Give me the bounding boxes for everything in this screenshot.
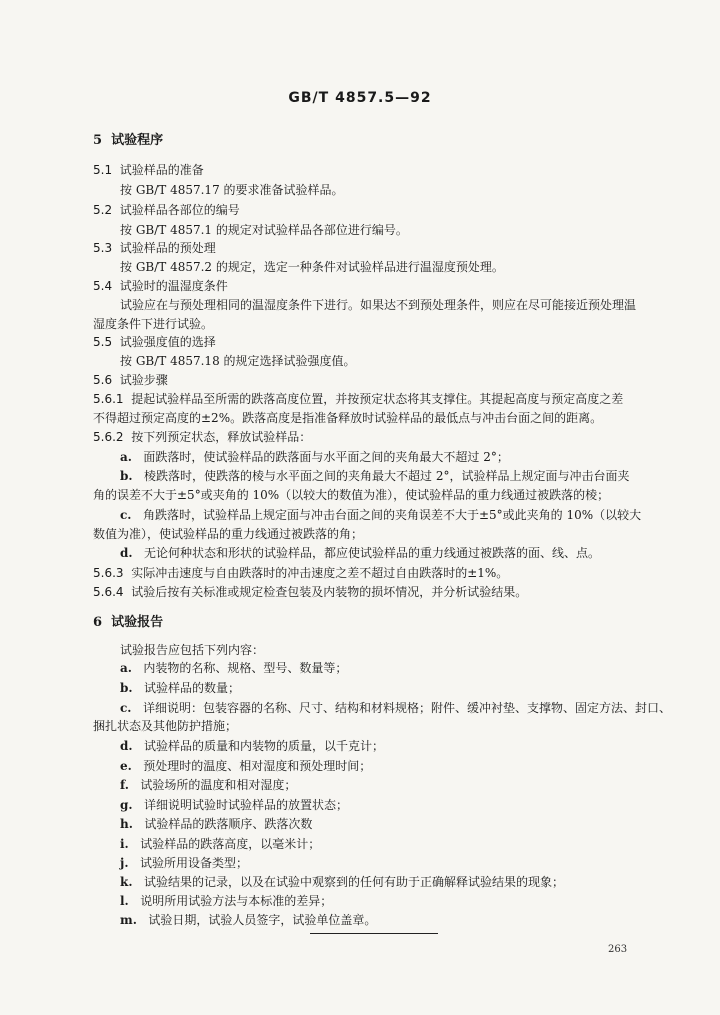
report-item-h <box>120 816 312 832</box>
list-letter: i. <box>120 837 129 851</box>
clause-5-2-heading <box>93 202 240 218</box>
list-letter: k. <box>120 875 133 889</box>
clause-title: 试验步骤 <box>119 373 168 387</box>
report-item-m <box>120 912 376 928</box>
clause-number: 5.6.2 <box>93 430 124 444</box>
report-item-l <box>120 893 332 909</box>
clause-5-2-text: 按 GB/T 4857.1 的规定对试验样品各部位进行编号。 <box>120 223 408 237</box>
clause-text: 提起试验样品至所需的跌落高度位置，并按预定状态将其支撑住。其提起高度与预定高度之差 <box>131 392 624 406</box>
section-title: 试验程序 <box>111 133 164 148</box>
section-title: 试验报告 <box>111 615 164 630</box>
end-rule <box>310 933 438 934</box>
report-item-i <box>120 836 320 852</box>
report-item-c-line-1 <box>120 700 671 716</box>
list-text: 详细说明：包装容器的名称、尺寸、结构和材料规格；附件、缓冲衬垫、支撑物、固定方法、封口、 <box>142 701 671 715</box>
list-letter: e. <box>120 759 132 773</box>
list-text: 面跌落时，使试验样品的跌落面与水平面之间的夹角最大不超过 2°； <box>143 450 509 464</box>
list-item-d <box>120 545 600 561</box>
list-letter: j. <box>120 856 129 870</box>
list-text: 棱跌落时，使跌落的棱与水平面之间的夹角最大不超过 2°，试验样品上规定面与冲击台面夹 <box>144 469 630 483</box>
list-letter: c. <box>120 508 132 522</box>
list-letter: g. <box>120 798 133 812</box>
list-letter: f. <box>120 778 129 792</box>
clause-5-1-text: 按 GB/T 4857.17 的要求准备试验样品。 <box>120 183 344 197</box>
list-item-b-line-2: 角的误差不大于±5°或夹角的 10%（以较大的数值为准），使试验样品的重力线通过被跌落的棱； <box>93 488 610 502</box>
clause-5-4-heading <box>93 278 228 294</box>
clause-5-5-heading <box>93 334 216 350</box>
clause-number: 5.4 <box>93 279 113 293</box>
list-letter: m. <box>120 913 137 927</box>
clause-5-4-text-line-2: 湿度条件下进行试验。 <box>93 317 214 331</box>
clause-5-3-heading <box>93 240 216 256</box>
list-text: 试验日期，试验人员签字，试验单位盖章。 <box>148 913 377 927</box>
section-6-heading <box>93 615 163 631</box>
list-letter: d. <box>120 739 133 753</box>
clause-text: 试验后按有关标准或规定检查包装及内装物的损坏情况，并分析试验结果。 <box>131 585 528 599</box>
clause-number: 5.6.3 <box>93 566 124 580</box>
report-item-k <box>120 874 564 890</box>
list-text: 无论何种状态和形状的试验样品，都应使试验样品的重力线通过被跌落的面、线、点。 <box>144 546 601 560</box>
clause-title: 试验样品各部位的编号 <box>119 203 240 217</box>
clause-number: 5.6 <box>93 373 113 387</box>
section-5-heading <box>93 133 163 149</box>
clause-title: 试验时的温湿度条件 <box>119 279 228 293</box>
section-number: 5 <box>93 133 103 148</box>
report-item-c-line-2: 捆扎状态及其他防护措施； <box>93 719 238 733</box>
clause-number: 5.1 <box>93 163 113 177</box>
clause-5-3-text: 按 GB/T 4857.2 的规定，选定一种条件对试验样品进行温湿度预处理。 <box>120 260 504 274</box>
list-text: 试验样品的跌落顺序、跌落次数 <box>144 817 313 831</box>
clause-number: 5.5 <box>93 335 113 349</box>
report-item-f <box>120 777 296 793</box>
section-number: 6 <box>93 615 103 630</box>
clause-5-6-1-line-1 <box>93 391 623 407</box>
report-intro: 试验报告应包括下列内容： <box>120 643 265 657</box>
clause-5-5-text: 按 GB/T 4857.18 的规定选择试验强度值。 <box>120 354 356 368</box>
list-text: 内装物的名称、规格、型号、数量等； <box>143 661 348 675</box>
clause-number: 5.2 <box>93 203 113 217</box>
report-item-a <box>120 660 347 676</box>
list-text: 详细说明试验时试验样品的放置状态； <box>144 798 349 812</box>
list-text: 试验结果的记录，以及在试验中观察到的任何有助于正确解释试验结果的现象； <box>143 875 564 889</box>
list-text: 预处理时的温度、相对湿度和预处理时间； <box>143 759 372 773</box>
clause-number: 5.6.4 <box>93 585 124 599</box>
clause-text: 按下列预定状态，释放试验样品： <box>131 430 312 444</box>
list-letter: a. <box>120 661 132 675</box>
clause-5-6-2-heading <box>93 429 311 445</box>
clause-5-6-4 <box>93 584 527 600</box>
list-letter: b. <box>120 681 133 695</box>
list-letter: a. <box>120 450 132 464</box>
clause-5-4-text-line-1: 试验应在与预处理相同的温湿度条件下进行。如果达不到预处理条件，则应在尽可能接近预处理温 <box>120 298 637 312</box>
clause-title: 试验样品的准备 <box>119 163 204 177</box>
page-header: GB/T 4857.5—92 <box>288 90 432 106</box>
clause-5-1-heading <box>93 162 204 178</box>
list-letter: c. <box>120 701 132 715</box>
list-item-a <box>120 449 509 465</box>
list-text: 试验样品的跌落高度，以毫米计； <box>140 837 321 851</box>
report-item-g <box>120 797 348 813</box>
report-item-j <box>120 855 248 871</box>
report-item-e <box>120 758 371 774</box>
list-item-c-line-1 <box>120 507 641 523</box>
list-letter: h. <box>120 817 133 831</box>
clause-5-6-3 <box>93 565 508 581</box>
clause-5-6-heading <box>93 372 168 388</box>
list-item-b-line-1 <box>120 468 629 484</box>
clause-number: 5.3 <box>93 241 113 255</box>
list-letter: l. <box>120 894 129 908</box>
clause-number: 5.6.1 <box>93 392 124 406</box>
page-number: 263 <box>608 944 628 955</box>
list-letter: d. <box>120 546 133 560</box>
list-text: 试验场所的温度和相对湿度； <box>140 778 297 792</box>
clause-title: 试验强度值的选择 <box>119 335 216 349</box>
list-text: 试验样品的数量； <box>144 681 241 695</box>
list-text: 说明所用试验方法与本标准的差异； <box>140 894 333 908</box>
list-item-c-line-2: 数值为准），使试验样品的重力线通过被跌落的角； <box>93 527 364 541</box>
report-item-d <box>120 738 384 754</box>
list-text: 试验样品的质量和内装物的质量，以千克计； <box>144 739 385 753</box>
list-text: 试验所用设备类型； <box>139 856 248 870</box>
report-item-b <box>120 680 240 696</box>
clause-text: 实际冲击速度与自由跌落时的冲击速度之差不超过自由跌落时的±1%。 <box>131 566 509 580</box>
clause-5-6-1-line-2: 不得超过预定高度的±2%。跌落高度是指准备释放时试验样品的最低点与冲击台面之间的距离。 <box>93 411 603 425</box>
list-letter: b. <box>120 469 133 483</box>
clause-title: 试验样品的预处理 <box>119 241 216 255</box>
list-text: 角跌落时，试验样品上规定面与冲击台面之间的夹角误差不大于±5°或此夹角的 10%（以较大 <box>142 508 642 522</box>
